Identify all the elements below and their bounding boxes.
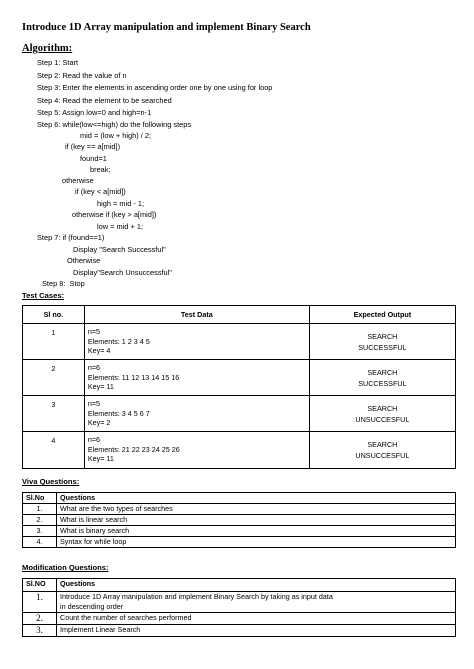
output-line: UNSUCCESFUL (355, 451, 410, 460)
column-header: Test Data (84, 306, 309, 324)
sl-cell: 3. (23, 625, 57, 637)
sl-cell: 4. (23, 537, 57, 548)
test-data-line: Key= 11 (87, 382, 114, 392)
algorithm-line: found=1 (80, 154, 107, 163)
column-header: Expected Output (309, 306, 455, 324)
sl-cell: 3. (23, 526, 57, 537)
output-line: SEARCH (367, 440, 398, 449)
output-line: SEARCH (367, 331, 398, 341)
viva-questions-table (22, 492, 456, 548)
table-row (23, 360, 456, 396)
algorithm-line: Step 8: Stop (42, 279, 85, 288)
algorithm-line: Step 2: Read the value of n (37, 71, 127, 80)
test-data-line: Key= 4 (87, 346, 111, 356)
column-header: Questions (57, 579, 456, 592)
question-line: in descending order (60, 602, 124, 611)
question-cell: What is binary search (57, 526, 456, 537)
test-data-line: Elements: 1 2 3 4 5 (87, 336, 150, 346)
test-data-cell (84, 324, 309, 360)
test-data-cell (84, 396, 309, 432)
sl-cell: 2 (23, 360, 85, 396)
sl-cell: 3 (23, 396, 85, 432)
test-data-line: Elements: 21 22 23 24 25 26 (87, 444, 180, 454)
table-header-row (23, 579, 456, 592)
sl-cell: 1 (23, 324, 85, 360)
test-cases-heading: Test Cases: (22, 291, 65, 300)
algorithm-line: Step 6: while(low<=high) do the following steps (37, 120, 192, 129)
sl-cell: 1. (23, 592, 57, 613)
algorithm-line: break; (90, 165, 111, 174)
table-row (23, 592, 456, 613)
table-row (23, 504, 456, 515)
question-line: Count the number of searches performed (60, 613, 192, 622)
viva-questions-heading: Viva Questions: (22, 477, 80, 486)
algorithm-line: otherwise (62, 176, 94, 185)
expected-output-cell (309, 396, 455, 432)
sl-cell: 2. (23, 515, 57, 526)
algorithm-line: Display "Search Successful" (73, 245, 166, 254)
test-data-line: Key= 11 (87, 454, 114, 464)
test-data-line: Elements: 11 12 13 14 15 16 (87, 372, 180, 382)
algorithm-line: Step 1: Start (37, 58, 79, 67)
algorithm-line: high = mid - 1; (97, 199, 145, 208)
sl-cell: 1. (23, 504, 57, 515)
output-line: SUCCESSFUL (358, 342, 407, 352)
column-header: Sl.No (23, 493, 57, 504)
algorithm-line: Step 4: Read the element to be searched (37, 96, 172, 105)
algorithm-line: Otherwise (67, 256, 101, 265)
algorithm-line: Step 5: Assign low=0 and high=n-1 (37, 108, 152, 117)
expected-output-cell (309, 324, 455, 360)
question-cell (57, 613, 456, 625)
sl-cell: 4 (23, 432, 85, 469)
expected-output-cell (309, 432, 455, 469)
test-data-line: n=6 (87, 363, 101, 372)
question-cell: Syntax for while loop (57, 537, 456, 548)
table-header-row (23, 493, 456, 504)
output-line: SEARCH (367, 403, 398, 413)
table-row (23, 526, 456, 537)
algorithm-line: if (key < a[mid]) (75, 187, 126, 196)
output-line: SUCCESSFUL (358, 378, 407, 388)
output-line: SEARCH (367, 367, 398, 377)
table-row (23, 396, 456, 432)
table-header-row (23, 306, 456, 324)
table-row (23, 625, 456, 637)
algorithm-line: otherwise if (key > a[mid]) (72, 210, 157, 219)
question-cell (57, 592, 456, 613)
table-row (23, 515, 456, 526)
table-row (23, 613, 456, 625)
column-header: Sl.NO (23, 579, 57, 592)
output-line: UNSUCCESFUL (355, 414, 410, 424)
question-line: Introduce 1D Array manipulation and implement Binary Search by taking as input data (60, 592, 333, 601)
test-data-line: n=6 (87, 435, 101, 444)
table-row (23, 432, 456, 469)
algorithm-heading: Algorithm: (22, 43, 73, 54)
table-row (23, 324, 456, 360)
column-header: Sl no. (23, 306, 85, 324)
algorithm-line: low = mid + 1; (97, 222, 144, 231)
test-data-line: n=5 (87, 399, 101, 408)
question-cell: What are the two types of searches (57, 504, 456, 515)
algorithm-line: Step 3: Enter the elements in ascending order one by one using for loop (37, 83, 273, 92)
column-header: Questions (57, 493, 456, 504)
algorithm-line: Step 7: if (found==1) (37, 233, 105, 242)
algorithm-line: if (key == a[mid]) (65, 142, 121, 151)
question-cell: What is linear search (57, 515, 456, 526)
test-data-line: Elements: 3 4 5 6 7 (87, 408, 150, 418)
page-title: Introduce 1D Array manipulation and implement Binary Search (22, 22, 311, 33)
test-data-line: n=5 (87, 327, 101, 336)
test-data-cell (84, 360, 309, 396)
test-cases-table (22, 305, 456, 469)
sl-cell: 2. (23, 613, 57, 625)
test-data-line: Key= 2 (87, 418, 111, 428)
question-cell (57, 625, 456, 637)
question-line: Implement Linear Search (60, 625, 141, 634)
table-row (23, 537, 456, 548)
algorithm-line: mid = (low + high) / 2; (80, 131, 152, 140)
expected-output-cell (309, 360, 455, 396)
modification-questions-heading: Modification Questions: (22, 563, 109, 572)
algorithm-line: Display"Search Unsuccessful" (73, 268, 172, 277)
modification-questions-table (22, 578, 456, 637)
test-data-cell (84, 432, 309, 469)
